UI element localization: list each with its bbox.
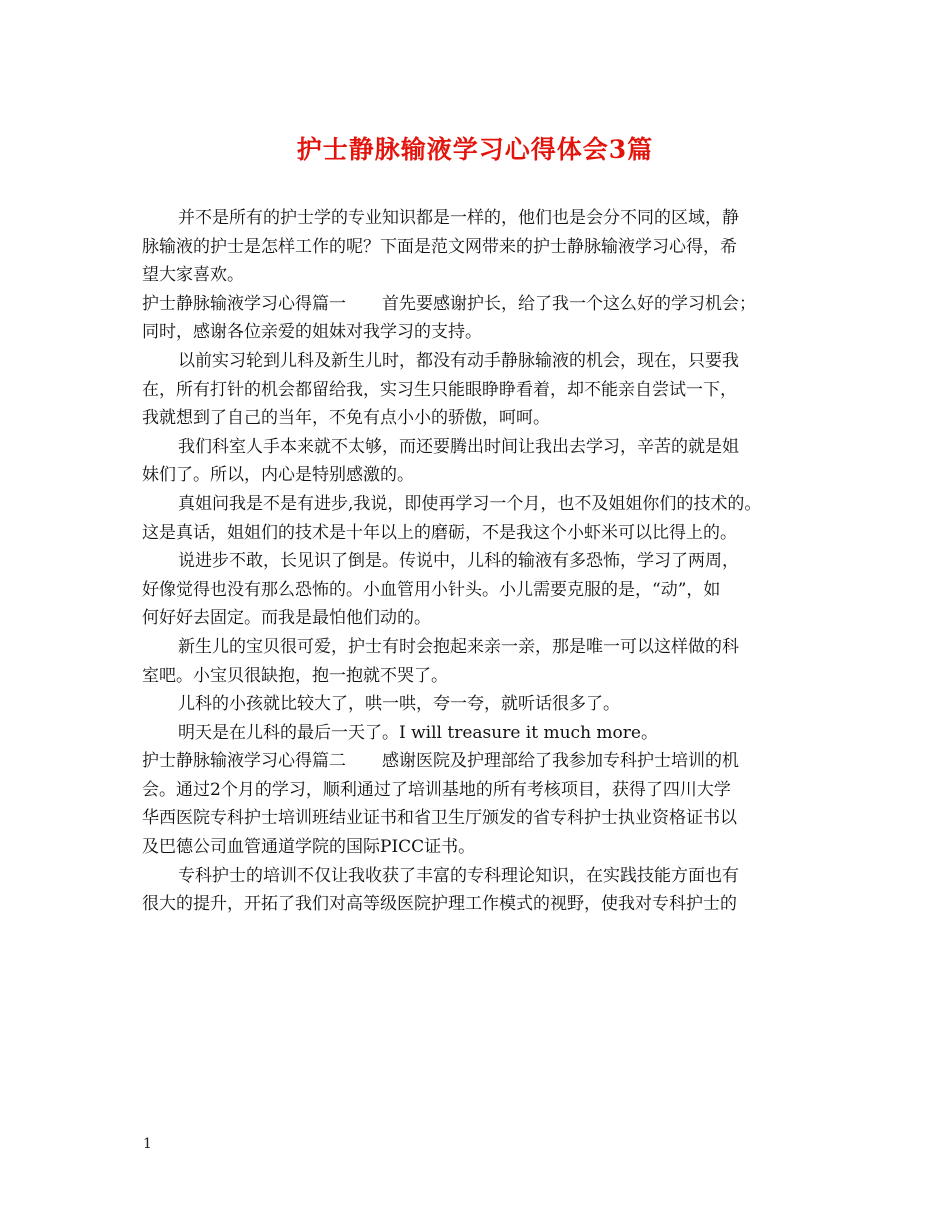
line-text: 我们科室人手本来就不太够，而还要腾出时间让我出去学习，辛苦的就是姐 [178,436,739,457]
line-text: 并不是所有的护士学的专业知识都是一样的，他们也是会分不同的区域，静 [178,208,739,228]
line-text: 望大家喜欢。 [142,265,244,286]
text-line [142,376,812,405]
text-line [142,547,812,576]
line-text: 儿科的小孩就比较大了，哄一哄，夸一夸，就听话很多了。 [178,694,620,715]
line-text: 及巴德公司血管通道学院的国际PICC证书。 [142,837,476,858]
text-line [142,204,812,233]
section-heading: 护士静脉输液学习心得篇一 [142,293,346,314]
text-line [142,604,812,633]
line-text: 很大的提升，开拓了我们对高等级医院护理工作模式的视野，使我对专科护士的 [142,894,737,915]
line-text: 首先要感谢护长，给了我一个这么好的学习机会； [382,293,756,314]
document-body [142,204,812,919]
text-line [142,719,812,748]
line-text: 这是真话，姐姐们的技术是十年以上的磨砺，不是我这个小虾米可以比得上的。 [142,522,737,543]
text-line [142,290,812,319]
line-text: 室吧。小宝贝很缺抱，抱一抱就不哭了。 [142,665,448,686]
text-line [142,804,812,833]
text-line [142,747,812,776]
line-text: 妹们了。所以，内心是特别感激的。 [142,465,414,486]
line-text: 华西医院专科护士培训班结业证书和省卫生厅颁发的省专科护士执业资格证书以 [142,808,737,829]
line-text: 我就想到了自己的当年，不免有点小小的骄傲，呵呵。 [142,408,550,429]
line-text: 何好好去固定。而我是最怕他们动的。 [142,608,431,629]
text-line [142,690,812,719]
document-title: 护士静脉输液学习心得体会3篇 [296,135,654,164]
line-text: 新生儿的宝贝很可爱，护士有时会抱起来亲一亲，那是唯一可以这样做的科 [178,636,739,657]
text-line [142,433,812,462]
line-text: 感谢医院及护理部给了我参加专科护士培训的机 [382,751,739,772]
text-line [142,490,812,519]
text-line [142,233,812,262]
line-text: 专科护士的培训不仅让我收获了丰富的专科理论知识，在实践技能方面也有 [178,865,739,886]
line-text: 好像觉得也没有那么恐怖的。小血管用小针头。小儿需要克服的是，“动”，如 [142,579,721,600]
text-line [142,662,812,691]
text-line [142,347,812,376]
text-line [142,461,812,490]
line-text: 明天是在儿科的最后一天了。I will treasure it much more。 [178,722,658,743]
text-line [142,261,812,290]
section-heading: 护士静脉输液学习心得篇二 [142,751,346,772]
line-text: 以前实习轮到儿科及新生儿时，都没有动手静脉输液的机会，现在，只要我 [178,350,739,371]
text-line [142,862,812,891]
line-text: 脉输液的护士是怎样工作的呢？下面是范文网带来的护士静脉输液学习心得，希 [142,236,737,257]
text-line [142,776,812,805]
line-text: 会。通过2个月的学习，顺利通过了培训基地的所有考核项目，获得了四川大学 [142,779,731,800]
line-text: 同时，感谢各位亲爱的姐妹对我学习的支持。 [142,322,482,343]
text-line [142,519,812,548]
text-line [142,404,812,433]
page-number: 1 [143,1136,152,1152]
text-line [142,833,812,862]
text-line [142,633,812,662]
line-text: 说进步不敢，长见识了倒是。传说中，儿科的输液有多恐怖，学习了两周， [178,551,739,572]
text-line [142,576,812,605]
line-text: 真姐问我是不是有进步,我说，即使再学习一个月，也不及姐姐你们的技术的。 [178,493,762,514]
line-text: 在，所有打针的机会都留给我，实习生只能眼睁睁看着，却不能亲自尝试一下， [142,379,737,400]
text-line [142,890,812,919]
text-line [142,318,812,347]
